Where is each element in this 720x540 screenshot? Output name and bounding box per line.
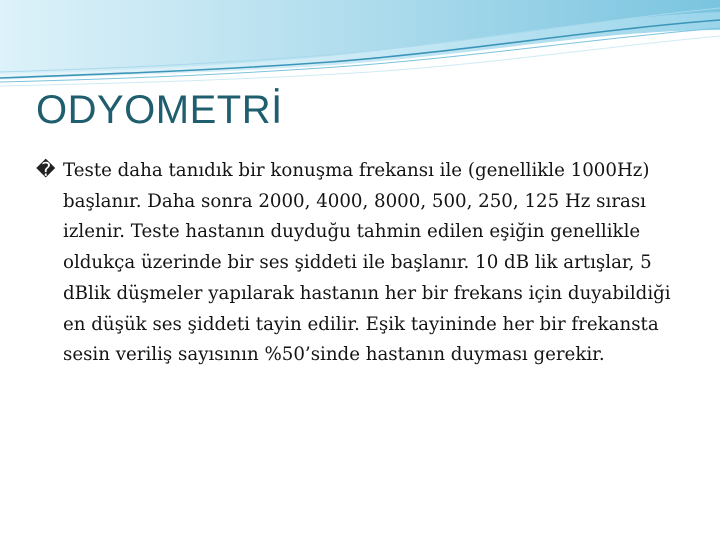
bullet-glyph: � [36,159,56,181]
bullet-text: Teste daha tanıdık bir konuşma frekansı ile (genellikle 1000Hz) başlanır. Daha sonra 2000, 4000, 8000, 500, 250, 125 Hz sırası izlenir. Teste hastanın duyduğu tahmin edilen eşiğin genellikle oldukça üzerinde bir ses şiddeti ile başlanır. 10 dB lik artışlar, 5 dBlik düşmeler yapılarak hastanın her bir frekans için duyabildiği en düşük ses şiddeti tayin edilir. Eşik tayininde her bir frekansta sesin veriliş sayısının %50’sinde hastanın duyması gerekir. [63,160,671,366]
slide-title: ODYOMETRİ [36,88,283,132]
bullet-list [36,156,696,371]
header-wave-decoration [0,0,720,90]
